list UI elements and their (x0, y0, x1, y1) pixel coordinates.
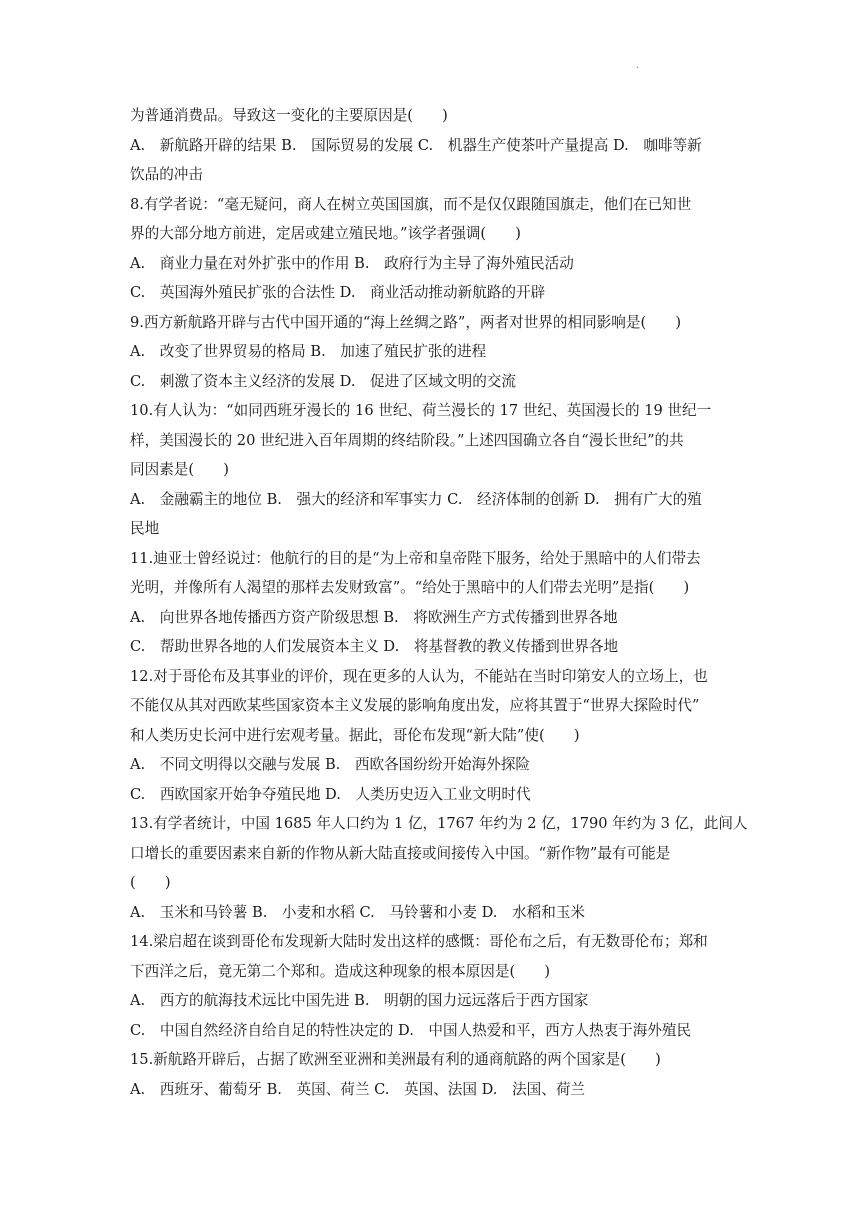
question-text-block (130, 101, 760, 1104)
text-line: 9.西方新航路开辟与古代中国开通的“海上丝绸之路”，两者对世界的相同影响是( ) (130, 313, 682, 331)
text-line: A. 新航路开辟的结果 B. 国际贸易的发展 C. 机器生产使茶叶产量提高 D. 咖啡等新 (130, 136, 702, 154)
text-line: 为普通消费品。导致这一变化的主要原因是( ) (130, 107, 448, 124)
text-line: A. 改变了世界贸易的格局 B. 加速了殖民扩张的进程 (130, 343, 487, 360)
text-line: 不能仅从其对西欧某些国家资本主义发展的影响角度出发，应将其置于“世界大探险时代” (130, 697, 700, 714)
text-line: A. 西班牙、葡萄牙 B. 英国、荷兰 C. 英国、法国 D. 法国、荷兰 (130, 1080, 586, 1098)
text-line: 光明，并像所有人渴望的那样去发财致富”。“给处于黑暗中的人们带去光明”是指( ) (130, 579, 690, 596)
text-line: 14.梁启超在谈到哥伦布发现新大陆时发出这样的感慨：哥伦布之后，有无数哥伦布；郑和 (130, 933, 708, 950)
text-line: 和人类历史长河中进行宏观考量。据此，哥伦布发现“新大陆”使( ) (130, 726, 580, 744)
text-line: 12.对于哥伦布及其事业的评价，现在更多的人认为，不能站在当时印第安人的立场上，也 (130, 667, 708, 685)
text-line: ( ) (130, 874, 171, 891)
text-line: A. 西方的航海技术远比中国先进 B. 明朝的国力远远落后于西方国家 (130, 992, 589, 1009)
header-mark: . (636, 60, 640, 71)
text-line: C. 西欧国家开始争夺殖民地 D. 人类历史迈入工业文明时代 (130, 785, 531, 803)
text-line: A. 金融霸主的地位 B. 强大的经济和军事实力 C. 经济体制的创新 D. 拥有广大的殖 (130, 490, 702, 508)
text-line: C. 英国海外殖民扩张的合法性 D. 商业活动推动新航路的开辟 (130, 284, 546, 301)
text-line: 下西洋之后，竟无第二个郑和。造成这种现象的根本原因是( ) (130, 962, 551, 980)
text-line: 同因素是( ) (130, 461, 229, 478)
text-line: C. 帮助世界各地的人们发展资本主义 D. 将基督教的教义传播到世界各地 (130, 638, 619, 655)
text-line: 界的大部分地方前进，定居或建立殖民地。”该学者强调( ) (130, 225, 521, 242)
text-line: 饮品的冲击 (130, 166, 203, 183)
text-line: 11.迪亚士曾经说过：他航行的目的是“为上帝和皇帝陛下服务，给处于黑暗中的人们带去 (130, 549, 701, 567)
text-line: 口增长的重要因素来自新的作物从新大陆直接或间接传入中国。“新作物”最有可能是 (130, 844, 671, 862)
text-line: 民地 (130, 520, 160, 537)
text-line: C. 中国自然经济自给自足的特性决定的 D. 中国人热爱和平，西方人热衷于海外殖民 (130, 1021, 692, 1039)
text-line: A. 向世界各地传播西方资产阶级思想 B. 将欧洲生产方式传播到世界各地 (130, 608, 618, 626)
text-line: C. 刺激了资本主义经济的发展 D. 促进了区域文明的交流 (130, 372, 516, 390)
text-line: 样，美国漫长的 20 世纪进入百年周期的终结阶段。”上述四国确立各自“漫长世纪”的共 (130, 431, 684, 449)
text-line: 8.有学者说：“毫无疑问，商人在树立英国国旗，而不是仅仅跟随国旗走，他们在已知世 (130, 195, 692, 213)
text-line: 10.有人认为：“如同西班牙漫长的 16 世纪、荷兰漫长的 17 世纪、英国漫长的 19 世纪一 (130, 402, 712, 419)
text-line: A. 不同文明得以交融与发展 B. 西欧各国纷纷开始海外探险 (130, 756, 531, 773)
text-line: 13.有学者统计，中国 1685 年人口约为 1 亿，1767 年约为 2 亿，1790 年约为 3 亿，此间人 (130, 815, 748, 832)
text-line: A. 商业力量在对外扩张中的作用 B. 政府行为主导了海外殖民活动 (130, 254, 574, 272)
text-line: 15.新航路开辟后，占据了欧洲至亚洲和美洲最有利的通商航路的两个国家是( ) (130, 1051, 661, 1068)
text-line: A. 玉米和马铃薯 B. 小麦和水稻 C. 马铃薯和小麦 D. 水稻和玉米 (130, 903, 586, 921)
